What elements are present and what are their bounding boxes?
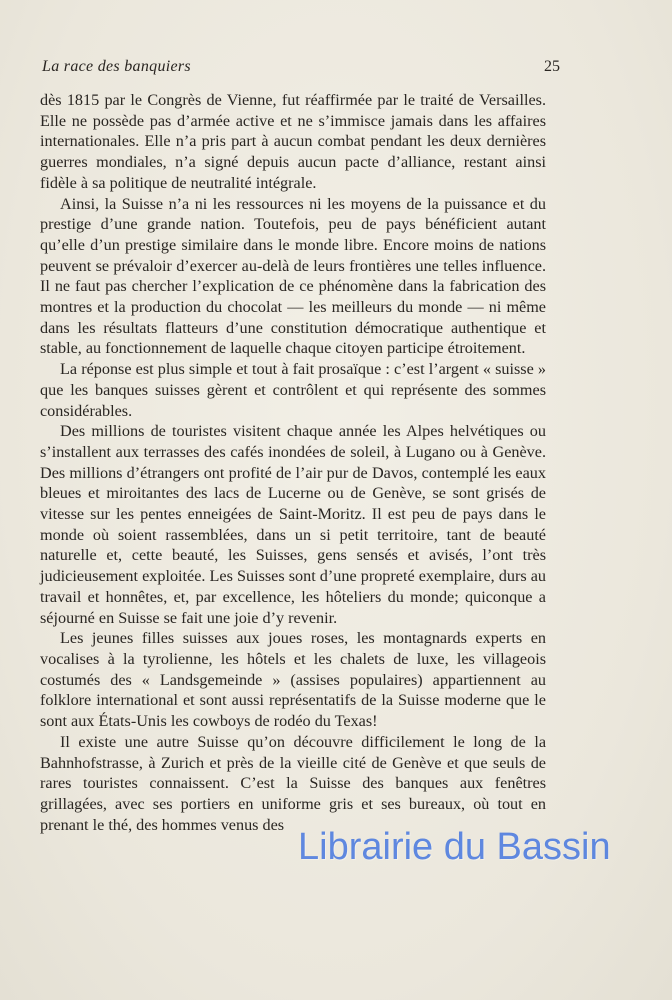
- paragraph-5: Les jeunes filles suisses aux joues roses, les montagnards experts en vocalises à la tyrolienne, les hôtels et les chalets de luxe, les villageois costumés des « Landsgemeinde » (assises populaires) appartiennent au folklore international et sont aussi représentatifs de la Suisse moderne que le sont aux États-Unis les cowboys de rodéo du Texas!: [40, 629, 546, 731]
- paragraph-4: Des millions de touristes visitent chaque année les Alpes helvétiques ou s’installent aux terrasses des cafés inondées de soleil, à Lugano ou à Genève. Des millions d’étrangers ont profité de l’air pur de Davos, contemplé les eaux bleues et miroitantes des lacs de Lucerne ou de Genève, se sont grisés de vitesse sur les pentes enneigées de Saint-Moritz. Il est peu de pays dans le monde où soient rassemblées, dans un si petit territoire, tant de beauté naturelle et, cette beauté, les Suisses, gens sensés et avisés, l’ont très judicieusement exploitée. Les Suisses sont d’une propreté exemplaire, durs au travail et honnêtes, et, par excellence, les hôteliers du monde; quiconque a séjourné en Suisse se fait une joie d’y revenir.: [40, 422, 546, 627]
- paragraph-6: Il existe une autre Suisse qu’on découvre difficilement le long de la Bahnhofstrasse, à Zurich et près de la vieille cité de Genève et que seuls de rares touristes connaissent. C’est la Suisse des banques aux fenêtres grillagées, avec ses portiers en uniforme gris et ses bureaux, où tout en prenant le thé, des hommes venus des: [40, 732, 546, 834]
- running-title: La race des banquiers: [42, 58, 191, 75]
- watermark: Librairie du Bassin: [298, 826, 611, 868]
- page-number: 25: [544, 58, 560, 75]
- body-text: [40, 90, 546, 835]
- paragraph-1: dès 1815 par le Congrès de Vienne, fut réaffirmée par le traité de Versailles. Elle ne possède pas d’armée active et ne s’immisce jamais dans les affaires internationales. Elle n’a pris part à aucun combat pendant les deux dernières guerres mondiales, n’a signé depuis aucun pacte d’alliance, restant ainsi fidèle à sa politique de neutralité intégrale.: [40, 91, 546, 192]
- running-head: [42, 58, 560, 76]
- paragraph-3: La réponse est plus simple et tout à fait prosaïque : c’est l’argent « suisse » que les banques suisses gèrent et contrôlent et qui représente des sommes considérables.: [40, 360, 546, 420]
- paragraph-2: Ainsi, la Suisse n’a ni les ressources ni les moyens de la puissance et du prestige d’une grande nation. Toutefois, peu de pays bénéficient autant qu’elle d’un prestige similaire dans le monde libre. Encore moins de nations peuvent se prévaloir d’exercer au-delà de leurs frontières une telles influence. Il ne faut pas chercher l’explication de ce phénomène dans la fabrication des montres et la production du chocolat — les meilleurs du monde — ni même dans les résultats flatteurs d’une constitution démocratique authentique et stable, au fonctionnement de laquelle chaque citoyen participe étroitement.: [40, 194, 546, 358]
